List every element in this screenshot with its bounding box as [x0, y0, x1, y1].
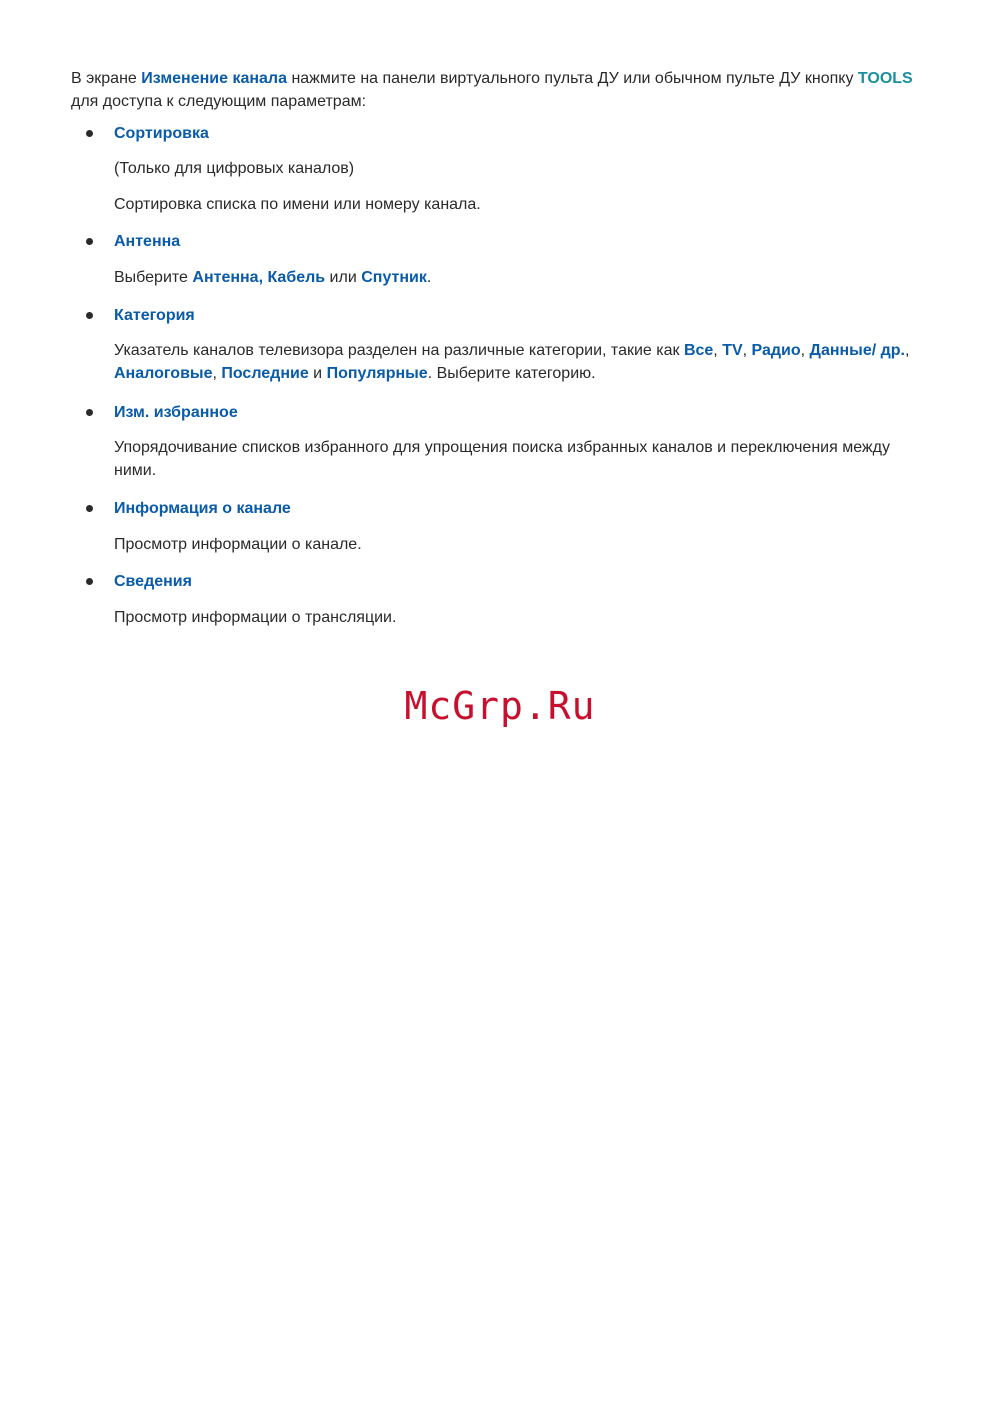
option-title-antenna: Антенна — [114, 233, 181, 250]
option-title-favorites: Изм. избранное — [114, 404, 238, 421]
antenna-choice-2: Спутник — [361, 269, 427, 286]
option-desc-sort: Сортировка списка по имени или номеру канала. — [114, 196, 481, 213]
category-data: Данные/ др. — [809, 342, 905, 359]
option-desc-antenna — [114, 266, 914, 289]
intro-prefix: В экране — [71, 70, 142, 87]
bullet-sort — [86, 130, 93, 137]
bullet-category — [86, 312, 93, 319]
category-sep-and: и — [308, 365, 327, 382]
category-analog: Аналоговые — [114, 365, 213, 382]
category-popular: Популярные — [326, 365, 428, 382]
option-desc-favorites: Упорядочивание списков избранного для упрощения поиска избранных каналов и переключения между ними. — [114, 439, 890, 479]
intro-screen-name: Изменение канала — [141, 70, 287, 87]
category-desc-end: . Выберите категорию. — [427, 365, 596, 382]
antenna-choice-1: Антенна, Кабель — [192, 269, 326, 286]
bullet-channel-info — [86, 505, 93, 512]
category-sep-1: , — [713, 342, 723, 359]
antenna-desc-or: или — [325, 269, 362, 286]
antenna-desc-prefix: Выберите — [114, 269, 193, 286]
category-sep-5: , — [212, 365, 222, 382]
category-sep-2: , — [742, 342, 752, 359]
category-tv: TV — [722, 342, 743, 359]
intro-paragraph — [71, 67, 931, 113]
option-title-details: Сведения — [114, 573, 192, 590]
option-title-category: Категория — [114, 307, 195, 324]
category-sep-3: , — [800, 342, 810, 359]
intro-tools-button: TOOLS — [857, 70, 913, 87]
antenna-desc-end: . — [426, 269, 432, 286]
bullet-antenna — [86, 238, 93, 245]
intro-middle: нажмите на панели виртуального пульта ДУ или обычном пульте ДУ кнопку — [287, 70, 858, 87]
category-sep-4: , — [905, 342, 910, 359]
option-note-sort: (Только для цифровых каналов) — [114, 160, 355, 177]
bullet-favorites — [86, 409, 93, 416]
category-desc-prefix: Указатель каналов телевизора разделен на различные категории, такие как — [114, 342, 684, 359]
category-radio: Радио — [751, 342, 801, 359]
option-title-sort: Сортировка — [114, 125, 209, 142]
option-desc-channel-info: Просмотр информации о канале. — [114, 536, 362, 553]
category-all: Все — [683, 342, 714, 359]
bullet-details — [86, 578, 93, 585]
category-recent: Последние — [221, 365, 309, 382]
option-title-channel-info: Информация о канале — [114, 500, 291, 517]
watermark: McGrp.Ru — [404, 684, 596, 728]
option-desc-category — [114, 339, 914, 385]
option-desc-details: Просмотр информации о трансляции. — [114, 609, 397, 626]
intro-suffix: для доступа к следующим параметрам: — [71, 93, 367, 110]
